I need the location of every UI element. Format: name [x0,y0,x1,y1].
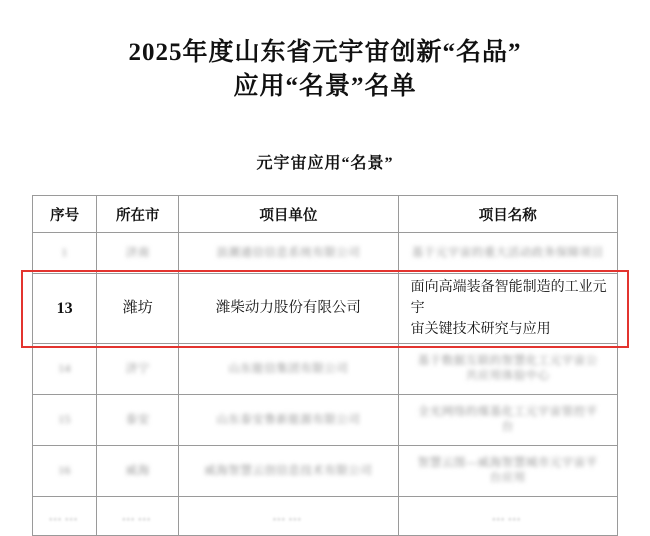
column-header-no: 序号 [33,196,97,233]
table-body [33,233,618,536]
cell-name-line-2: 台 [501,421,514,433]
cell-name-line-2: 宙关键技术研究与应用 [410,322,551,337]
column-header-city: 所在市 [97,196,179,233]
cell-name-line-1: 面向高端装备智能制造的工业元宇 [410,280,607,316]
cell-name-line-2: 共应用体验中心 [465,370,550,382]
cell-no: 1 [33,233,97,274]
cell-name-line-1: 基于数据互联的智慧化工元宇宙公 [417,355,598,367]
cell-city: 济南 [97,233,179,274]
cell-unit: …… [179,497,398,536]
table-row [33,233,618,274]
cell-no: 16 [33,446,97,497]
cell-city: 泰安 [97,395,179,446]
cell-unit: 威海智慧云创信息技术有限公司 [179,446,398,497]
table-row [33,344,618,395]
cell-no: 15 [33,395,97,446]
cell-city: 潍坊 [97,274,179,344]
column-header-name: 项目名称 [398,196,617,233]
cell-name-line-1: 全光网络的煤基化工元宇宙管控平 [417,406,598,418]
cell-unit: 浪潮通信信息系统有限公司 [179,233,398,274]
cell-no: …… [33,497,97,536]
table-row-highlighted [33,274,618,344]
cell-no: 14 [33,344,97,395]
table-row [33,395,618,446]
list-table [32,195,618,536]
cell-name [398,274,617,344]
cell-name: 基于元宇宙的重大活动政务保障项目 [398,233,617,274]
cell-name [398,344,617,395]
cell-name [398,395,617,446]
cell-city: 济宁 [97,344,179,395]
document-title-line-1: 2025年度山东省元宇宙创新“名品” [128,39,522,66]
section-heading: 元宇宙应用“名景” [256,155,394,172]
column-header-unit: 项目单位 [179,196,398,233]
table-row [33,446,618,497]
list-table-wrapper [32,195,618,536]
cell-unit: 潍柴动力股份有限公司 [179,274,398,344]
table-row-ellipsis [33,497,618,536]
cell-name [398,446,617,497]
table-header [33,196,618,233]
cell-name: …… [398,497,617,536]
table-header-row [33,196,618,233]
document-title-line-2: 应用“名景”名单 [233,73,417,100]
cell-name-line-2: 台应用 [489,472,526,484]
document-title [32,0,618,104]
cell-unit: 山东泰安鲁新能源有限公司 [179,395,398,446]
cell-no: 13 [33,274,97,344]
cell-unit: 山东能信集团有限公司 [179,344,398,395]
cell-city: …… [97,497,179,536]
cell-city: 威海 [97,446,179,497]
cell-name-line-1: 智慧云图—威海智慧城市元宇宙平 [417,457,598,469]
